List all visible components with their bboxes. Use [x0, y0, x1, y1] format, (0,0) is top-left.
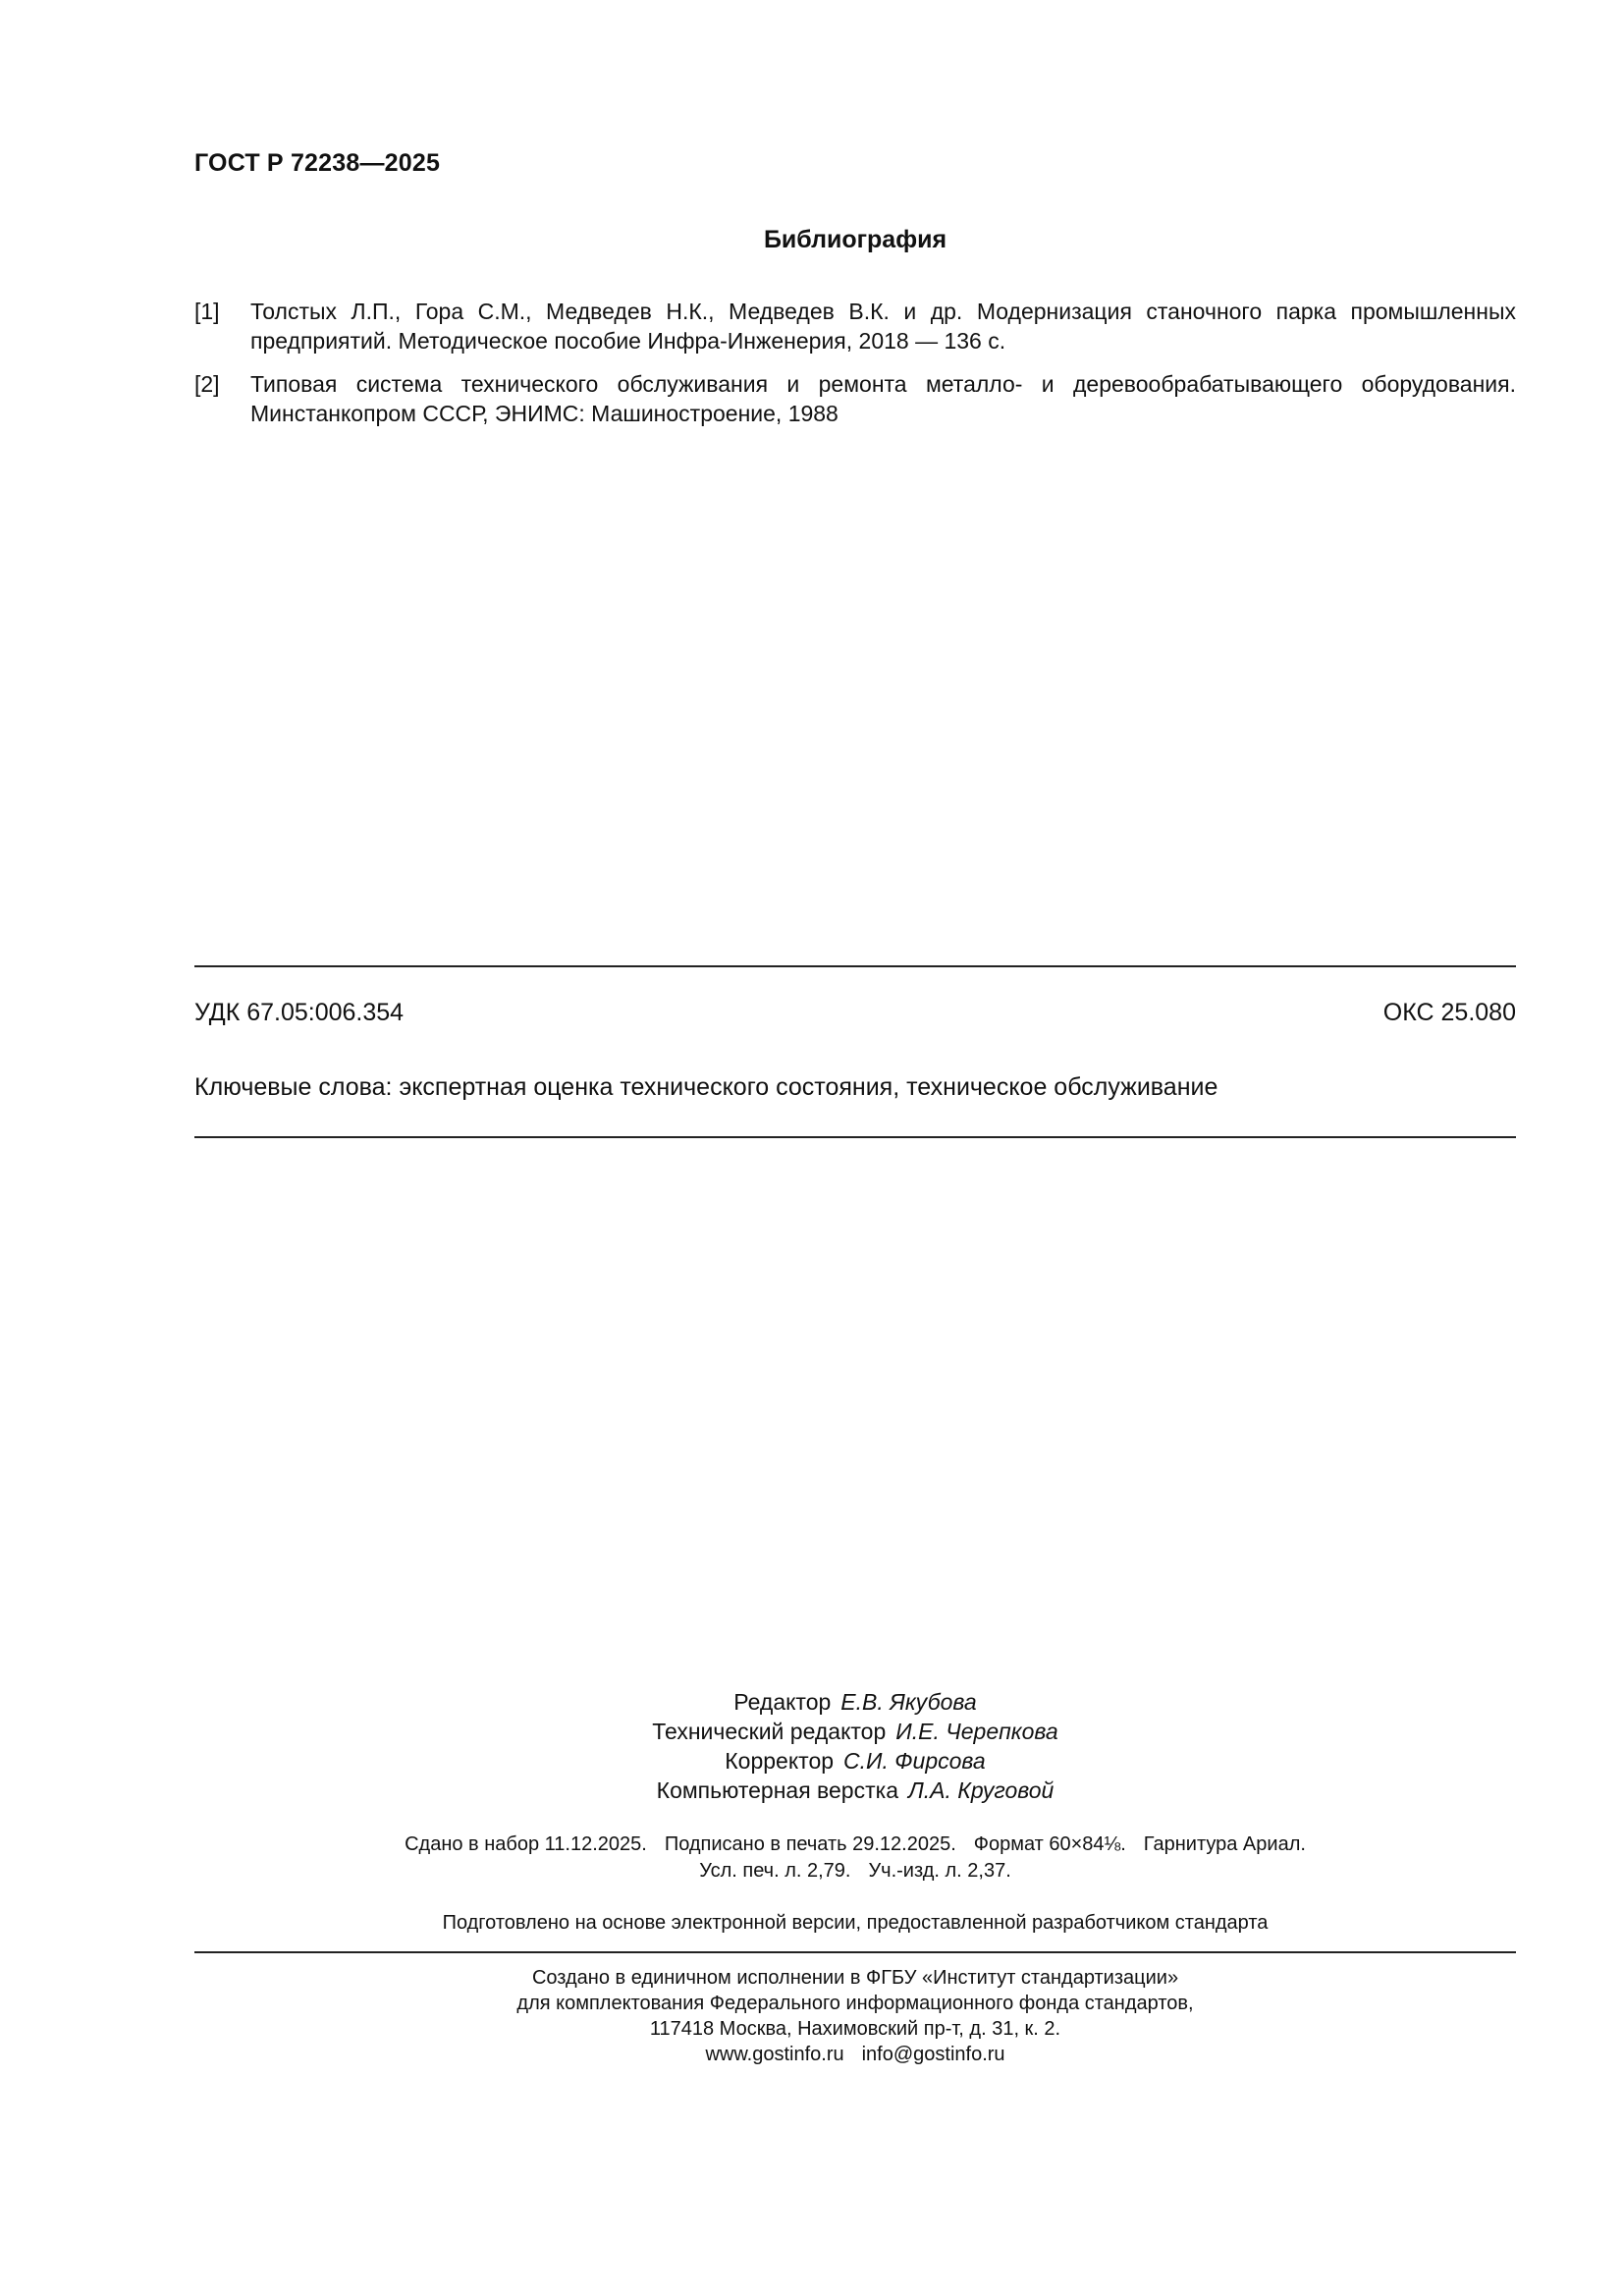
publisher-line: 117418 Москва, Нахимовский пр-т, д. 31, к. 2. [649, 2018, 1061, 2040]
credit-line [194, 1746, 1516, 1776]
document-code: ГОСТ Р 72238—2025 [194, 149, 441, 177]
keywords: Ключевые слова: экспертная оценка технического состояния, техническое обслуживание [194, 1073, 1218, 1101]
bibliography-item-text-line: Типовая система технического обслуживания и ремонта металло- и деревообрабатывающего оборудования. [250, 371, 1516, 397]
divider-publisher [194, 1951, 1516, 1953]
website-link[interactable]: www.gostinfo.ru [705, 2044, 844, 2065]
print-sheets: Усл. печ. л. 2,79. [699, 1860, 851, 1882]
credit-line [194, 1687, 1516, 1717]
divider-top [194, 965, 1516, 967]
publisher-contacts [194, 2042, 1516, 2067]
credit-role: Редактор [733, 1689, 832, 1715]
print-info-line [194, 1831, 1516, 1858]
bibliography-list [194, 297, 1516, 442]
credits-block [194, 1687, 1516, 1805]
print-info-line [194, 1858, 1516, 1885]
publisher-block [194, 1965, 1516, 2067]
typeface: Гарнитура Ариал. [1143, 1833, 1306, 1855]
credit-role: Корректор [725, 1748, 835, 1774]
publication-sheets: Уч.-изд. л. 2,37. [868, 1860, 1011, 1882]
bibliography-item [194, 369, 1516, 428]
bibliography-item-text-line: предприятий. Методическое пособие Инфра-Инженерия, 2018 — 136 с. [250, 328, 1006, 354]
bibliography-item-text-line: Минстанкопром СССР, ЭНИМС: Машиностроение, 1988 [250, 401, 839, 426]
prepared-note: Подготовлено на основе электронной версии, предоставленной разработчиком стандарта [442, 1912, 1269, 1934]
credit-name: И.Е. Черепкова [895, 1719, 1058, 1744]
bibliography-item-number: [2] [194, 371, 220, 397]
credit-role: Технический редактор [652, 1719, 887, 1744]
publisher-line: для комплектования Федерального информационного фонда стандартов, [516, 1993, 1194, 2014]
bibliography-item-text-line: Толстых Л.П., Гора С.М., Медведев Н.К., Медведев В.К. и др. Модернизация станочного парка промышленных [250, 299, 1516, 324]
udk-code: УДК 67.05:006.354 [194, 999, 405, 1026]
bibliography-item-number: [1] [194, 299, 220, 324]
credit-name: Е.В. Якубова [840, 1689, 977, 1715]
credit-line [194, 1717, 1516, 1746]
credit-name: Л.А. Круговой [908, 1777, 1055, 1803]
signed-date: Подписано в печать 29.12.2025. [664, 1833, 956, 1855]
credit-line [194, 1776, 1516, 1805]
print-info [194, 1831, 1516, 1885]
publisher-line: Создано в единичном исполнении в ФГБУ «Институт стандартизации» [531, 1967, 1179, 1989]
credit-name: С.И. Фирсова [843, 1748, 986, 1774]
divider-keywords [194, 1136, 1516, 1138]
oks-code: ОКС 25.080 [1382, 999, 1516, 1026]
credit-role: Компьютерная верстка [656, 1777, 898, 1803]
submitted-date: Сдано в набор 11.12.2025. [405, 1833, 647, 1855]
email-link[interactable]: info@gostinfo.ru [861, 2044, 1005, 2065]
bibliography-title: Библиография [763, 226, 947, 253]
paper-format: Формат 60×84⅛. [973, 1833, 1126, 1855]
bibliography-item [194, 297, 1516, 355]
